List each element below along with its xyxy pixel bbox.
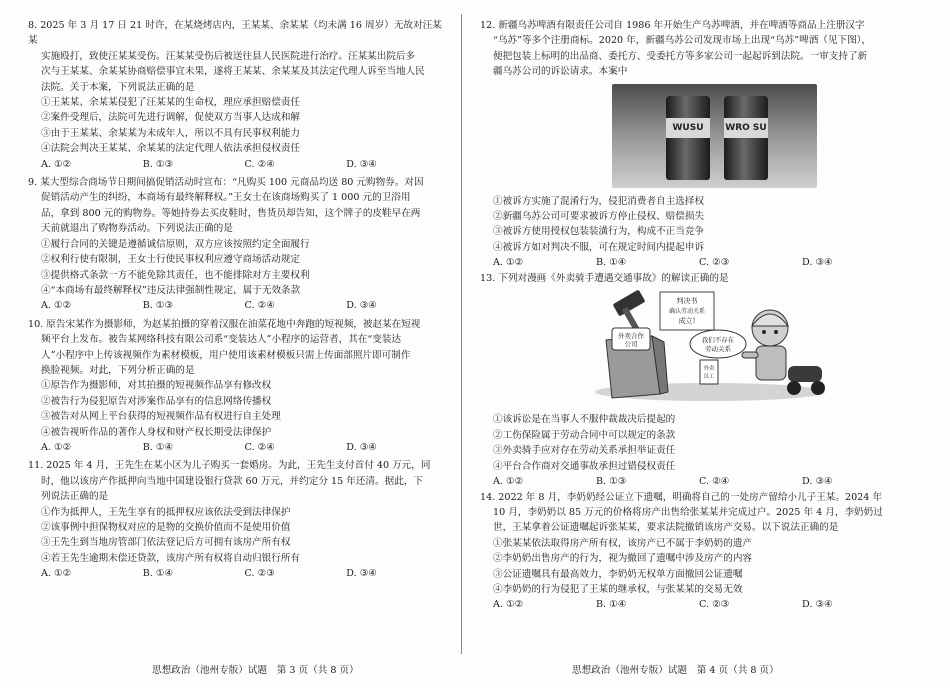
question-11-option-4: ④若王先生逾期未偿还贷款，该房产所有权将自动归银行所有 (41, 552, 301, 564)
beer-cans-photo (612, 84, 817, 188)
choice-d: D. ③④ (346, 568, 377, 580)
choice-c: C. ②④ (244, 300, 275, 312)
question-8-option-3: ③由于王某某、余某某为未成年人，所以不具有民事权利能力 (41, 127, 301, 139)
question-10-option-1: ①原告作为摄影师，对其拍摄的短视频作品享有修改权 (41, 380, 272, 392)
question-11-stem-line-2: 时，他以该房产作抵押向当地中国建设银行贷款 60 万元，并约定分 15 年还清。据此，下 (41, 475, 423, 487)
choice-b: B. ①④ (596, 599, 627, 611)
question-9-stem-line-2: 促销活动产生的纠纷，本商场有最终解释权。”王女士在该商场购买了 1 000 元的卫浴用 (41, 192, 411, 204)
question-13-option-2: ②工伤保险属于劳动合同中可以规定的条款 (493, 429, 676, 441)
choice-a: A. ①② (41, 568, 72, 580)
paper-line-2: 确认劳动关系 (668, 308, 706, 316)
question-10-stem-line-4: 换脸视频。对此，下列分析正确的是 (41, 364, 195, 376)
choice-a: A. ①② (41, 441, 72, 453)
question-13-option-1: ①该诉讼是在当事人不服仲裁裁决后提起的 (493, 414, 676, 426)
question-8-stem-line-1: 8. 2025 年 3 月 17 日 21 时许，在某烧烤店内，王某某、余某某（均未满 16 周岁）无故对汪某某 (28, 20, 442, 47)
question-14-choices (480, 597, 920, 612)
page-footer-right: 思想政治（池州专版）试题 第 4 页（共 8 页） (572, 665, 779, 676)
question-9 (28, 175, 448, 314)
choice-b: B. ①③ (142, 158, 174, 170)
right-page-column (480, 18, 920, 613)
question-8-option-4: ④法院会判决王某某、余某某的法定代理人依法承担侵权责任 (41, 143, 301, 155)
question-10-option-3: ③被告对从网上平台获得的短视频作品有权进行自主处理 (41, 411, 281, 423)
question-14-stem-line-3: 世，王某拿着公证遗嘱起诉张某某，要求法院撤销该房产交易。以下说法正确的是 (493, 522, 839, 534)
question-9-option-1: ①履行合同的关键是遵循诚信原则，双方应该按照约定全面履行 (41, 238, 310, 250)
question-9-choices (28, 298, 448, 313)
question-11-option-3: ③王先生到当地房管部门依法登记后方可拥有该房产所有权 (41, 537, 291, 549)
question-13-choices (480, 474, 920, 489)
question-14-stem-line-1: 14. 2022 年 8 月，李奶奶经公证立下遗嘱，明确将自己的一处房产留给小儿子王某。2024 年 (480, 491, 883, 503)
question-12-option-2: ②新疆乌苏公司可要求被诉方停止侵权、赔偿损失 (493, 211, 705, 223)
choice-b: B. ①④ (142, 568, 174, 580)
question-12-choices (480, 255, 920, 270)
question-9-option-4: ④“本商场有最终解释权”违反法律强制性规定，属于无效条款 (41, 284, 301, 296)
page-footer-left: 思想政治（池州专版）试题 第 3 页（共 8 页） (152, 665, 359, 676)
choice-a: A. ①② (41, 158, 72, 170)
question-12-option-4: ④被诉方如对判决不服，可在规定时间内提起申诉 (493, 241, 705, 253)
choice-b: B. ①④ (596, 257, 627, 269)
choice-a: A. ①② (493, 599, 524, 611)
choice-c: C. ②④ (699, 476, 730, 488)
choice-a: A. ①② (493, 476, 524, 488)
question-13 (480, 271, 920, 490)
choice-b: B. ①③ (142, 300, 174, 312)
question-9-stem-line-4: 天前就退出了购物券活动。下列说法正确的是 (41, 223, 233, 235)
beer-can-left (666, 96, 710, 180)
question-8 (28, 18, 448, 172)
sign-line-2: 员工 (703, 374, 715, 381)
choice-d: D. ③④ (802, 599, 833, 611)
question-14 (480, 490, 920, 613)
judgment-paper (660, 292, 714, 330)
question-11-option-2: ②该事例中担保物权对应的是物的交换价值而不是使用价值 (41, 522, 291, 533)
choice-c: C. ②④ (244, 158, 275, 170)
bubble-line-2: 劳动关系 (705, 345, 731, 354)
speech-bubble (690, 330, 746, 358)
box-line-1: 外卖合作 (618, 332, 644, 341)
question-12-stem-line-3: 便把包装上标明的出品商、委托方、受委托方等多家公司一起起诉到法院。一审支持了新 (493, 50, 868, 62)
question-12 (480, 18, 920, 271)
choice-c: C. ②④ (244, 441, 275, 453)
question-14-option-3: ③公证遗嘱具有最高效力，李奶奶无权单方面撤回公证遗嘱 (493, 568, 743, 580)
question-9-option-3: ③提供格式条款一方不能免除其责任，也不能排除对方主要权利 (41, 269, 310, 281)
choice-d: D. ③④ (346, 441, 377, 453)
question-11-choices (28, 566, 448, 581)
question-13-stem: 13. 下列对漫画《外卖骑手遭遇交通事故》的解读正确的是 (480, 272, 729, 284)
choice-c: C. ②③ (699, 599, 730, 611)
question-11-stem-line-1: 11. 2025 年 4 月，王先生在某小区为儿子购买一套婚房。为此，王先生支付首付 40 万元，同 (28, 460, 431, 472)
question-13-option-4: ④平台合作商对交通事故承担过错侵权责任 (493, 460, 676, 472)
question-9-stem-line-3: 品，拿到 800 元的购物券。等她持券去买皮鞋时，售货员却告知，这个牌子的皮鞋早在两 (41, 207, 421, 219)
question-9-stem-line-1: 9. 某大型综合商场节日期间搞促销活动时宣布：“凡购买 100 元商品均送 80 元购物券。对因 (28, 177, 424, 189)
question-10-stem-line-1: 10. 原告宋某作为摄影师，为赵某拍摄的穿着汉服在油菜花地中奔跑的短视频，被赵某在短视 (28, 318, 421, 330)
box-line-2: 公司 (624, 340, 638, 349)
question-9-option-2: ②权利行使有限制，王女士行使民事权利应遵守商场活动规定 (41, 254, 301, 266)
page-divider (461, 14, 462, 654)
question-10-option-2: ②被告行为侵犯原告对涉案作品享有的信息网络传播权 (41, 395, 272, 407)
question-14-stem-line-2: 10 月，李奶奶以 85 万元的价格将房产出售给张某某并完成过户。2025 年 4 月，李奶奶过 (493, 506, 883, 518)
question-11-option-1: ①作为抵押人，王先生享有的抵押权应该依法受到法律保护 (41, 506, 291, 518)
choice-d: D. ③④ (802, 476, 833, 488)
question-10-stem-line-3: 人”小程序中上传该视频作为素材模板，用户使用该素材模板只需上传面部照片即可制作 (41, 349, 411, 361)
question-8-option-2: ②案件受理后，法院可先进行调解，促使双方当事人达成和解 (41, 112, 301, 124)
question-8-stem-line-4: 法院。关于本案，下列说法正确的是 (41, 81, 195, 93)
question-14-option-4: ④李奶奶的行为侵犯了王某的继承权，与张某某的交易无效 (493, 583, 743, 595)
choice-a: A. ①② (493, 257, 524, 269)
question-8-stem-line-3: 次与王某某、余某某协商赔偿事宜未果，遂将王某某、余某某及其法定代理人诉至当地人民 (41, 66, 425, 78)
question-10 (28, 317, 448, 456)
question-14-option-2: ②李奶奶出售房产的行为，视为撤回了遗嘱中涉及房产的内容 (493, 553, 753, 565)
question-10-option-4: ④被告视听作品的著作人身权和财产权长期受法律保护 (41, 426, 272, 438)
choice-d: D. ③④ (346, 300, 377, 312)
delivery-rider (742, 310, 788, 380)
question-11-stem-line-3: 列说法正确的是 (41, 491, 109, 503)
question-8-stem-line-2: 实施殴打，致使汪某某受伤。汪某某受伤后被送往县人民医院进行治疗。汪某某出院后多 (41, 50, 416, 62)
question-10-choices (28, 440, 448, 455)
choice-b: B. ①④ (142, 441, 174, 453)
choice-c: C. ②③ (244, 568, 275, 580)
choice-b: B. ①③ (596, 476, 627, 488)
question-12-option-1: ①被诉方实施了混淆行为，侵犯消费者自主选择权 (493, 195, 705, 207)
question-13-option-3: ③外卖骑手应对存在劳动关系承担举证责任 (493, 445, 676, 457)
paper-line-1: 判决书 (676, 297, 698, 306)
question-12-option-3: ③被诉方使用授权包装装潢行为，构成不正当竞争 (493, 226, 705, 238)
question-12-stem-line-4: 疆乌苏公司的诉讼请求。本案中 (493, 66, 628, 78)
question-12-stem-line-1: 12. 新疆乌苏啤酒有限责任公司自 1986 年开始生产乌苏啤酒，并在啤酒等商品上注册汉字 (480, 20, 865, 31)
company-box (606, 328, 668, 398)
choice-c: C. ②③ (699, 257, 730, 269)
paper-line-3: 成立! (678, 317, 696, 326)
question-8-choices (28, 157, 448, 172)
question-12-stem-line-2: “乌苏”等多个注册商标。2020 年，新疆乌苏公司发现市场上出现“乌苏”啤酒（见下图）， (493, 35, 872, 47)
choice-a: A. ①② (41, 300, 72, 312)
left-page-column (28, 18, 448, 582)
question-8-option-1: ①王某某、余某某侵犯了汪某某的生命权，理应承担赔偿责任 (41, 97, 301, 109)
sign-line-1: 外卖 (703, 366, 715, 373)
question-14-option-1: ①张某某依法取得房产所有权，该房产已不属于李奶奶的遗产 (493, 537, 753, 549)
bubble-line-1: 我们不存在 (701, 336, 735, 345)
question-11 (28, 458, 448, 581)
delivery-rider-cartoon (590, 288, 830, 403)
choice-d: D. ③④ (802, 257, 833, 269)
beer-can-right-label: WRO SU (724, 118, 768, 138)
beer-can-right (724, 96, 768, 180)
employee-sign (700, 360, 718, 384)
beer-can-left-label: WUSU (666, 118, 710, 138)
question-10-stem-line-2: 频平台上发布。被告某网络科技有限公司系“变装达人”小程序的运营者，其在“变装达 (41, 334, 402, 346)
choice-d: D. ③④ (346, 158, 377, 170)
